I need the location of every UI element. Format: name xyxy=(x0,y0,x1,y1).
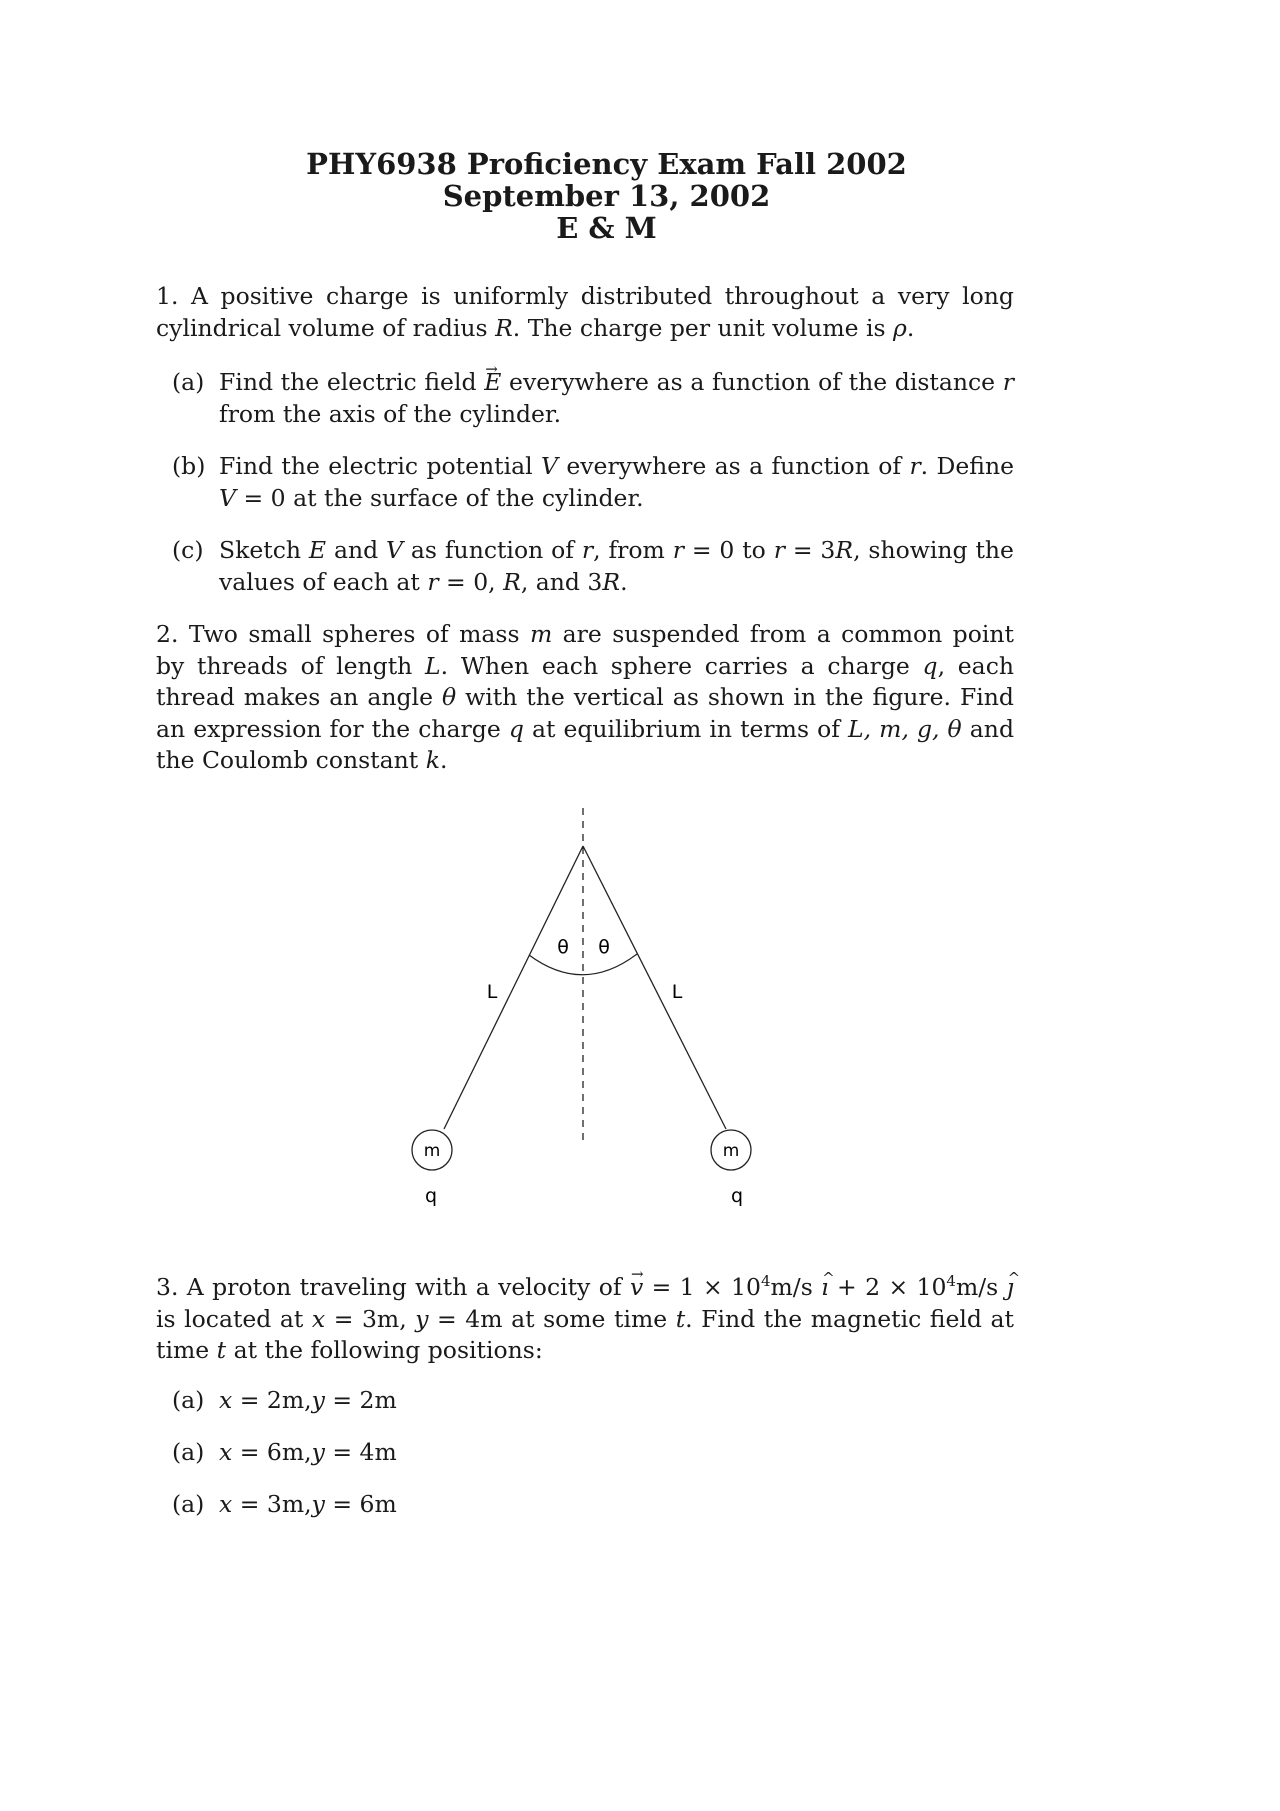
q2-text2: are suspended from a common point by threads of length xyxy=(156,620,1014,680)
q3-j-hat: ^ ȷ xyxy=(1007,1272,1014,1304)
q2-theta: θ xyxy=(441,683,457,711)
q3-t: t xyxy=(675,1304,686,1333)
q3-text3: . Find the magnetic field at time xyxy=(156,1304,1014,1364)
q3-text4: at the following positions: xyxy=(233,1336,543,1364)
q3-i-hat: ^ ı xyxy=(821,1272,829,1304)
pendulum-figure xyxy=(400,800,780,1220)
q2-q2: q xyxy=(508,714,524,743)
q2-text5: with the vertical as shown in the figure. Find an expression for the charge xyxy=(156,683,1014,743)
q3p2-yval: = 4m xyxy=(332,1438,397,1466)
q3-eq1: = 1 × 10 xyxy=(651,1273,761,1301)
q3-position-2 xyxy=(172,1437,1014,1469)
q2-text3: . When each sphere carries a charge xyxy=(440,651,910,680)
q3p3-label: (a) xyxy=(172,1490,205,1518)
q1c-r4: r xyxy=(427,567,439,596)
q3p2-y: y xyxy=(311,1438,325,1466)
q1c-text4: , showing the values of each at xyxy=(219,536,1014,596)
q1-intro-b: . The charge per unit volume is xyxy=(512,313,886,342)
q1c-R: R xyxy=(835,536,854,564)
q1c-text3: , from xyxy=(593,536,665,564)
q1c-eq2: = 3 xyxy=(792,536,836,564)
q3p1-yval: = 2m xyxy=(332,1386,397,1414)
q1-rho: ρ xyxy=(893,313,907,342)
L-left-label: L xyxy=(486,981,498,1003)
q1c-R2: R xyxy=(503,567,521,596)
q3p3-y: y xyxy=(311,1490,325,1518)
q1c-text2: as function of xyxy=(410,536,574,564)
q1c-r3: r xyxy=(773,536,785,564)
theta-right-label: θ xyxy=(598,936,610,958)
q2-L: L xyxy=(425,651,441,680)
q1c-R3: R xyxy=(602,567,621,596)
q3p1-xval: = 2m, xyxy=(239,1386,312,1414)
exam-title: PHY6938 Proficiency Exam Fall 2002 xyxy=(306,147,907,181)
q3p1-y: y xyxy=(311,1386,325,1414)
q3-exp2: 4 xyxy=(946,1272,956,1291)
exam-date: September 13, 2002 xyxy=(442,179,771,213)
q3-unit1: m/s xyxy=(770,1273,813,1301)
theta-left-label: θ xyxy=(557,936,569,958)
q1a-E: → E xyxy=(484,367,501,399)
q1-part-a xyxy=(172,367,1014,430)
m-left-label: m xyxy=(423,1141,441,1161)
q2-vars: L, m, g, θ xyxy=(848,714,962,743)
q3p3-yval: = 6m xyxy=(332,1490,397,1518)
q3-number: 3. xyxy=(156,1273,179,1301)
q1b-text2: everywhere as a function of xyxy=(566,452,902,480)
q3-exp1: 4 xyxy=(760,1272,771,1291)
q1b-text3: . Define xyxy=(920,452,1014,480)
q1c-text5: , and 3 xyxy=(520,567,603,596)
q1-intro-c: . xyxy=(906,313,915,342)
q1-part-c xyxy=(172,535,1014,598)
q3-t2: t xyxy=(216,1336,227,1364)
m-right-label: m xyxy=(722,1141,740,1161)
q1b-eq-V: V xyxy=(219,483,236,512)
q3-v: → v xyxy=(630,1272,643,1304)
q1c-end: . xyxy=(620,567,628,596)
q2-end: . xyxy=(439,746,448,774)
q3p1-x: x xyxy=(219,1386,233,1414)
q1a-label: (a) xyxy=(172,368,205,396)
q1b-text1: Find the electric potential xyxy=(219,452,533,480)
q1c-eq3: = 0, xyxy=(446,567,496,596)
q1b-text4: at the surface of the cylinder. xyxy=(293,483,644,512)
q3-eqx: = 3m, xyxy=(333,1304,407,1333)
q3-text1: A proton traveling with a velocity of xyxy=(186,1273,622,1301)
q-right-label: q xyxy=(730,1185,744,1207)
q1c-r2: r xyxy=(672,536,684,564)
q2-text7: and the Coulomb constant xyxy=(156,714,1014,774)
q2-text4: , each thread makes an angle xyxy=(156,651,1014,711)
q2-k: k xyxy=(425,746,440,774)
q3-position-1 xyxy=(172,1385,1014,1417)
L-right-label: L xyxy=(671,981,683,1003)
q1a-r: r xyxy=(1002,368,1014,396)
q1-intro-a: A positive charge is uniformly distributed throughout a very long cylindrical volume of radius xyxy=(156,282,1014,342)
title-block xyxy=(0,148,1213,244)
q1c-V: V xyxy=(386,536,404,564)
question-2 xyxy=(156,619,1014,777)
q1-part-b xyxy=(172,451,1014,514)
q3p3-xval: = 3m, xyxy=(239,1490,312,1518)
q1a-text3: from the axis of the cylinder. xyxy=(219,399,562,428)
q3-plus: + 2 × 10 xyxy=(837,1273,947,1301)
q3p2-xval: = 6m, xyxy=(239,1438,312,1466)
q1c-label: (c) xyxy=(172,536,204,564)
q1a-text2: everywhere as a function of the distance xyxy=(509,368,996,396)
q1b-eq-val: = 0 xyxy=(243,483,286,512)
q3-position-3 xyxy=(172,1489,1014,1521)
q1b-label: (b) xyxy=(172,452,206,480)
pendulum-diagram xyxy=(400,800,780,1220)
question-1 xyxy=(156,281,1014,344)
q1c-E: E xyxy=(308,536,327,564)
q1c-eq1: = 0 to xyxy=(691,536,766,564)
q1b-V: V xyxy=(541,452,558,480)
exam-subject: E & M xyxy=(556,211,657,245)
left-thread xyxy=(444,846,583,1129)
q2-text1: Two small spheres of mass xyxy=(188,620,520,648)
q1c-and: and xyxy=(333,536,379,564)
q-left-label: q xyxy=(424,1185,438,1207)
q3p1-label: (a) xyxy=(172,1386,205,1414)
q2-text6: at equilibrium in terms of xyxy=(531,714,840,743)
q3-eqy: = 4m at some time xyxy=(437,1304,668,1333)
q3-unit2: m/s xyxy=(955,1273,999,1301)
q1c-r: r xyxy=(581,536,594,564)
q1-R: R xyxy=(495,313,513,342)
q2-m: m xyxy=(529,620,553,648)
q1c-text1: Sketch xyxy=(219,536,301,564)
q2-number: 2. xyxy=(156,620,179,648)
q3p3-x: x xyxy=(219,1490,233,1518)
question-3 xyxy=(156,1272,1014,1367)
q1b-r: r xyxy=(909,452,921,480)
q3-x: x xyxy=(311,1304,326,1333)
q3p2-x: x xyxy=(219,1438,233,1466)
q3p2-label: (a) xyxy=(172,1438,205,1466)
q1-number: 1. xyxy=(156,282,179,310)
q1a-text1: Find the electric field xyxy=(219,368,477,396)
right-thread xyxy=(583,846,726,1129)
q3-text2: is located at xyxy=(156,1304,304,1333)
q2-q: q xyxy=(922,651,938,680)
q3-y: y xyxy=(415,1304,429,1333)
